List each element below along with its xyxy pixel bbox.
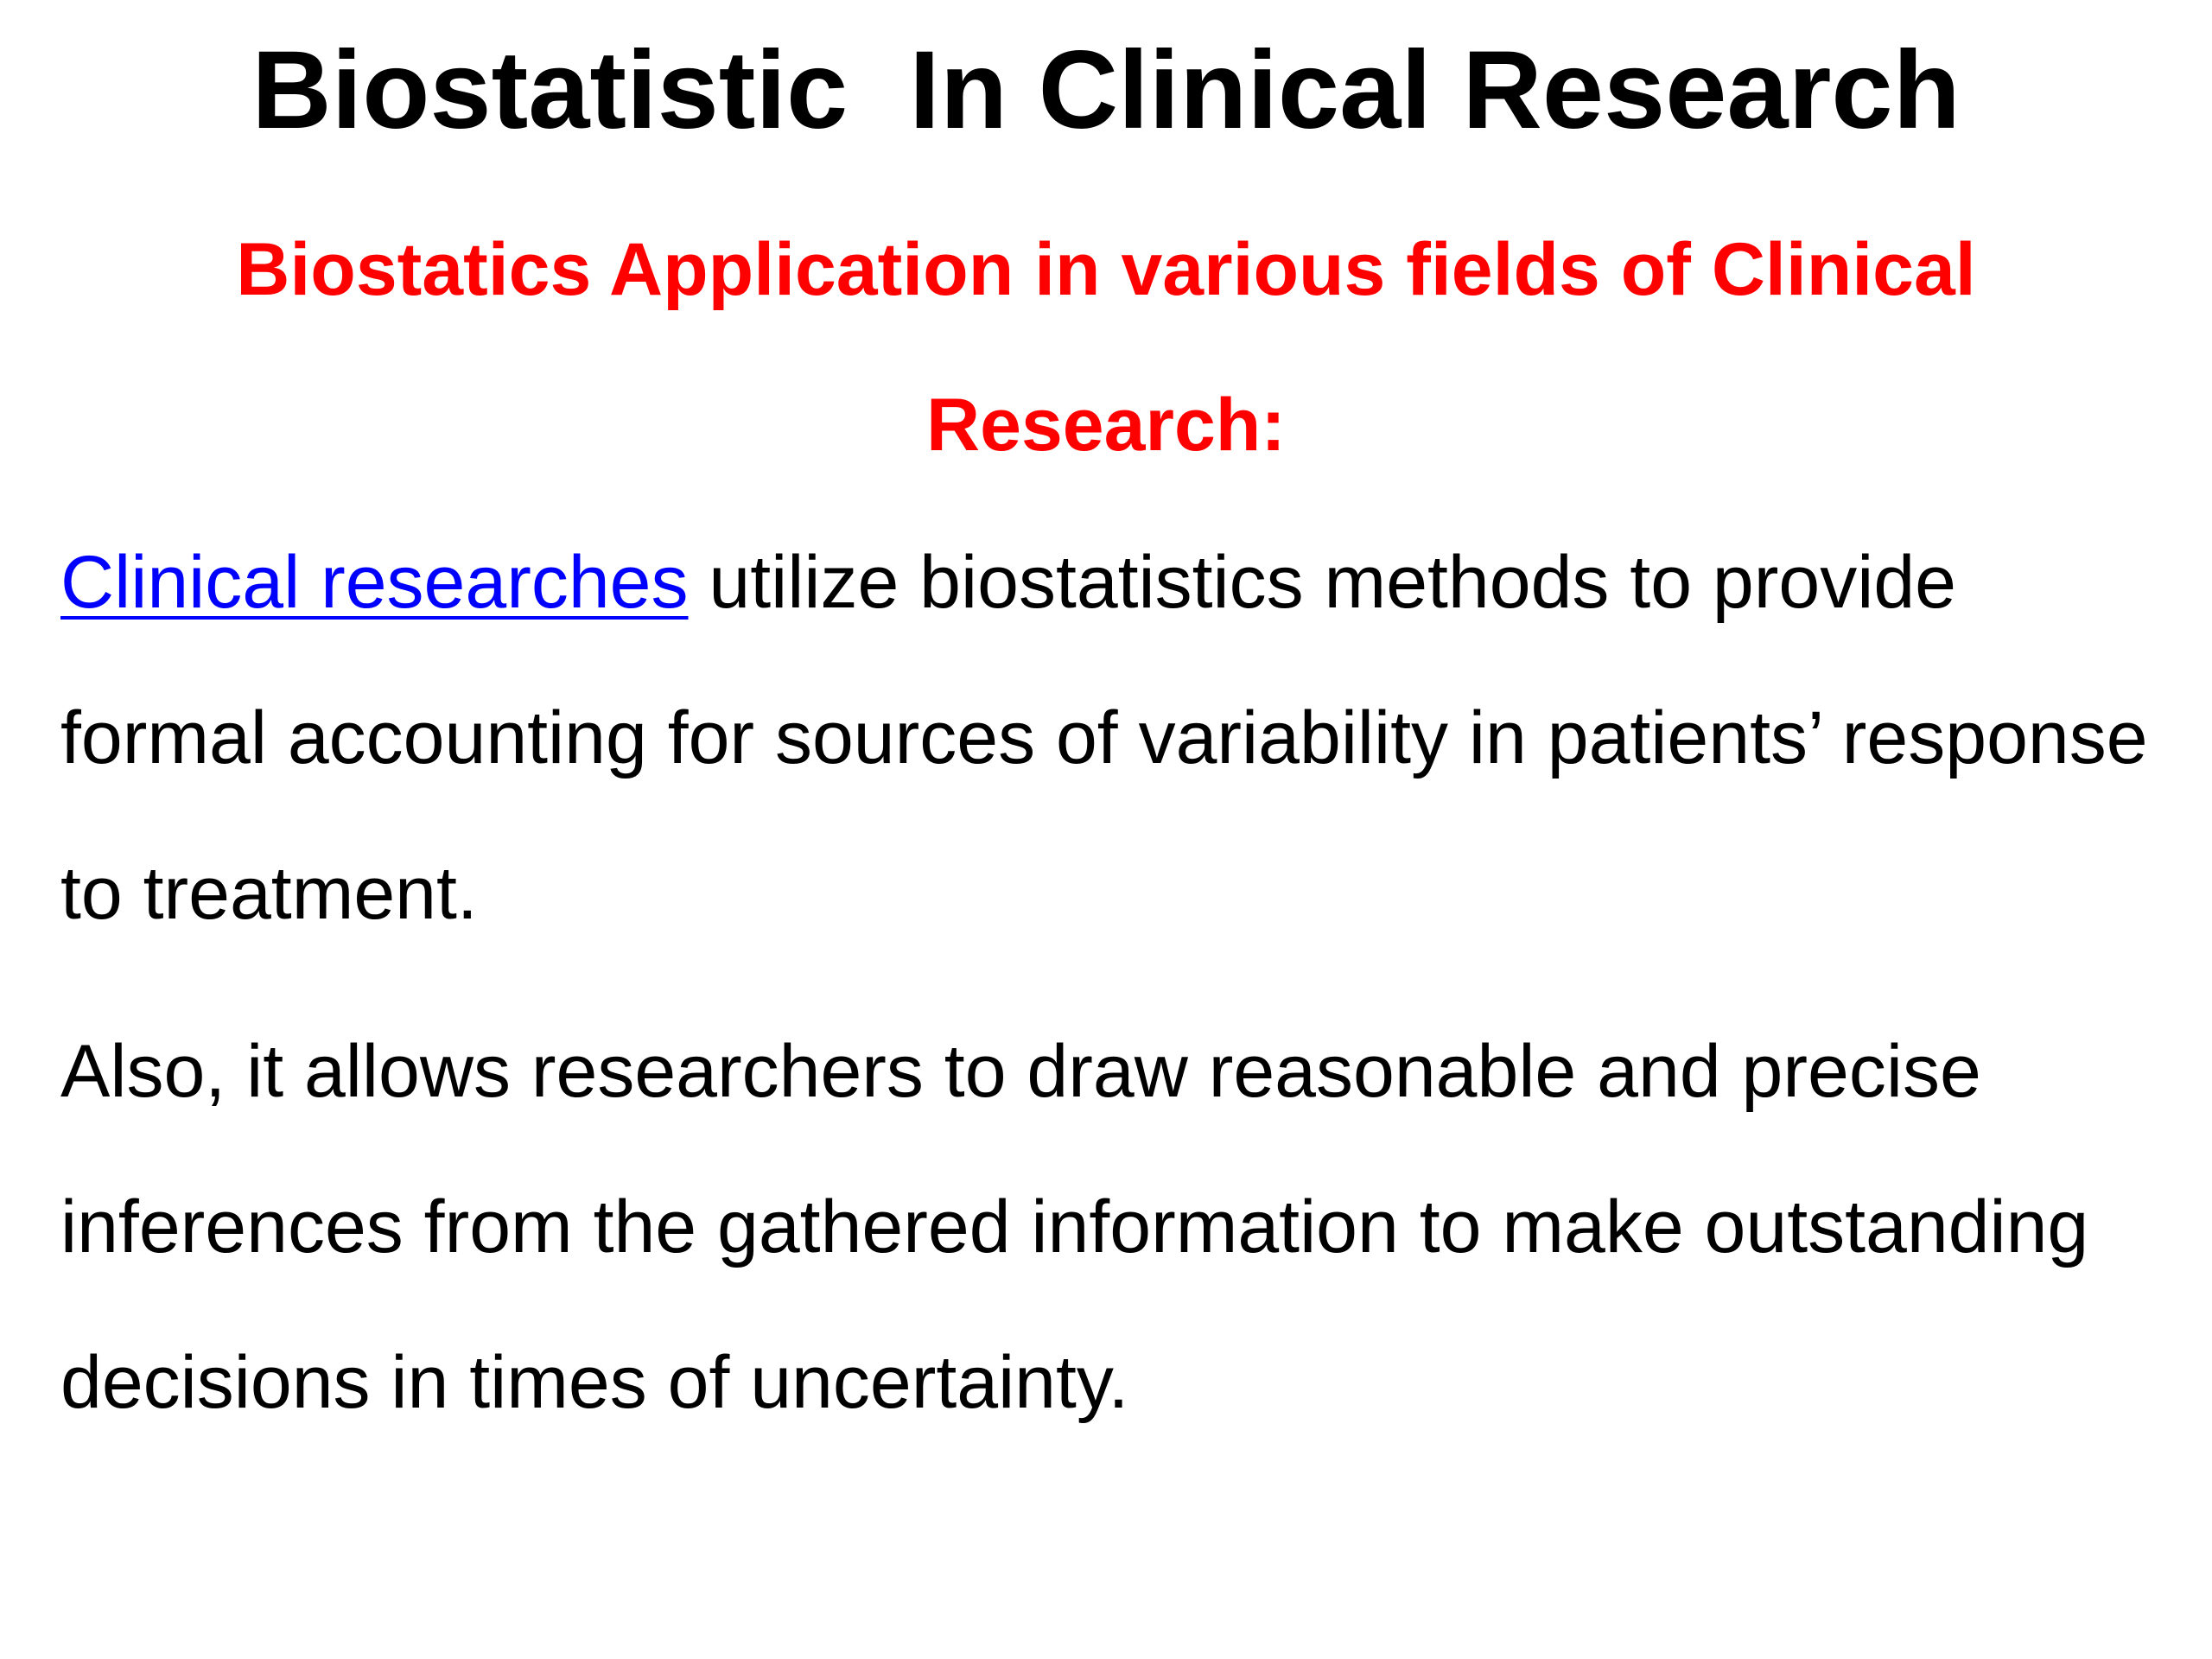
paragraph-2-text: Also, it allows researchers to draw reasonable and precise inferences from the gathered information to make outstanding decisions in times of uncertainty.	[60, 1030, 2089, 1424]
slide-subtitle: Biostatics Application in various fields of Clinical Research:	[236, 228, 1976, 467]
paragraph-clinical-researches	[60, 505, 2152, 971]
clinical-researches-link[interactable]: Clinical researches	[60, 541, 689, 624]
paragraph-1-text: utilize biostatistics methods to provide formal accounting for sources of variability in patients’ response to treatment.	[60, 541, 2148, 935]
paragraph-inferences	[60, 994, 2152, 1460]
slide-title: Biostatistic In Clinical Research	[251, 29, 1961, 152]
